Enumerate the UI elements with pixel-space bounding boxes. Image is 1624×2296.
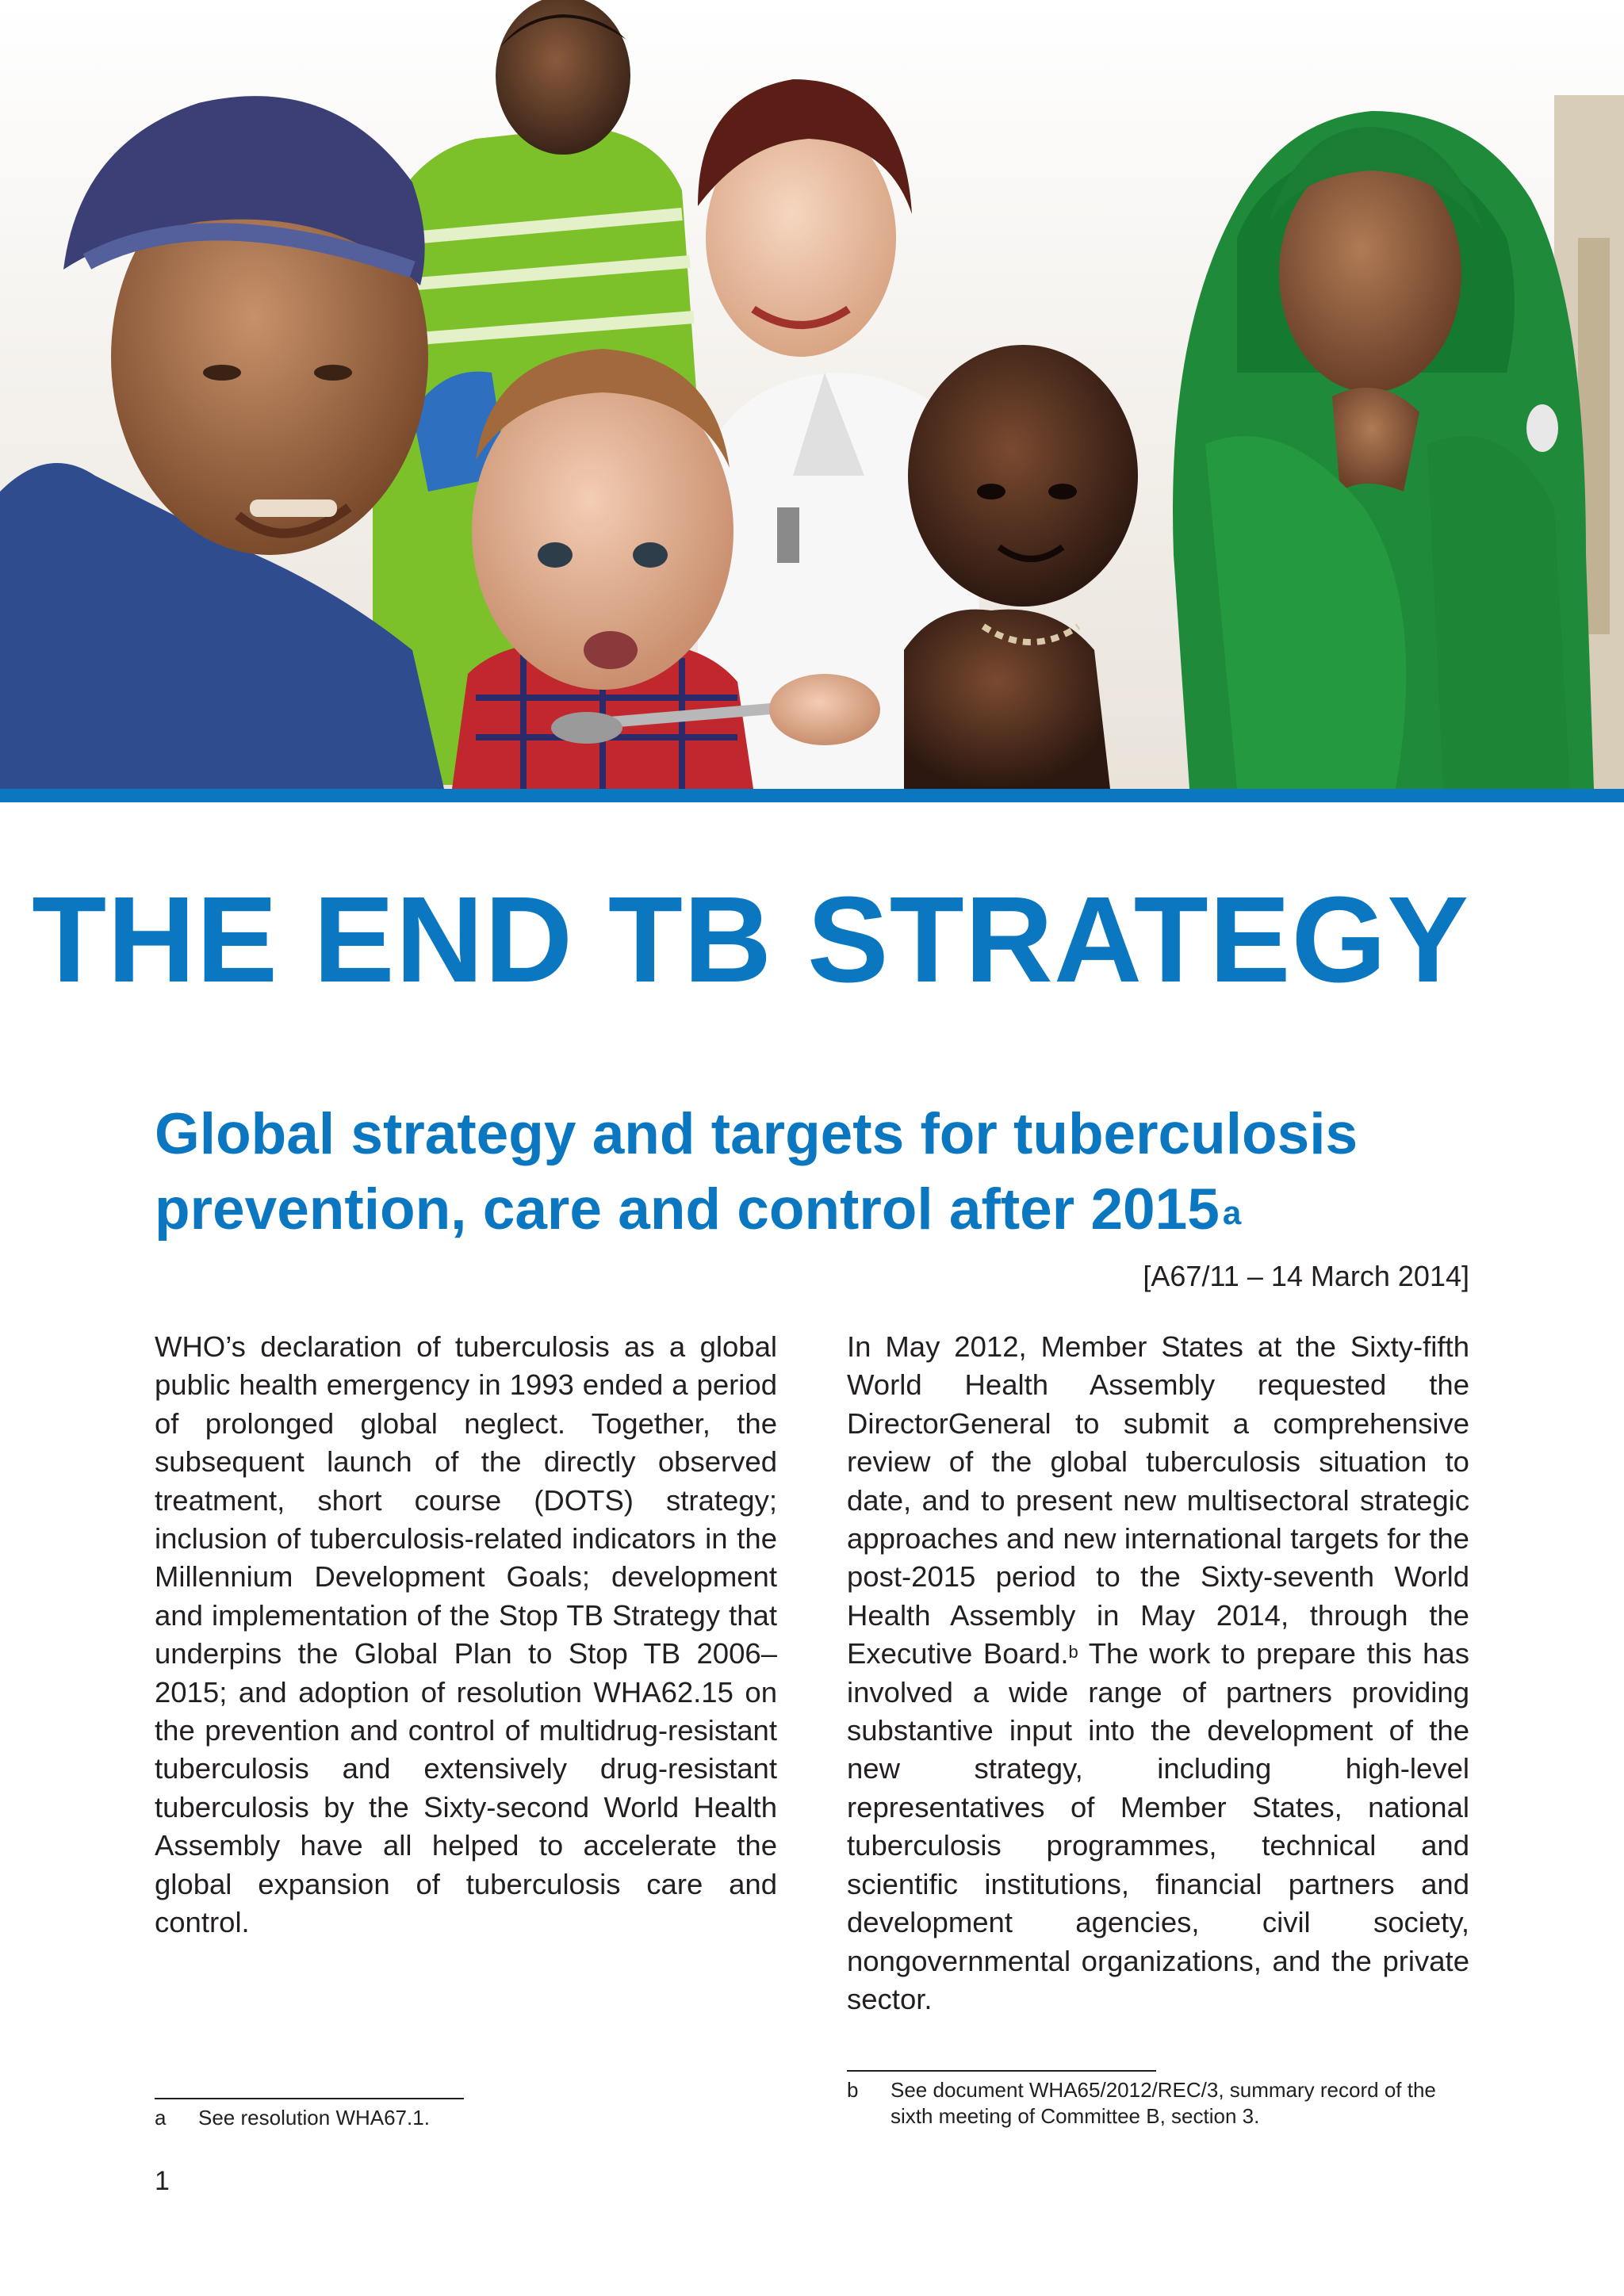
right-paragraph-part2: The work to prepare this has involved a wide range of partners providing substantive input into the development of the new strategy, including high-level representatives of Member States, national tuberculosis programmes, technical and scientific institutions, financial partners and development agencies, civil society, nongovernmental organizations, and the private sector. (847, 1637, 1469, 2015)
document-title: THE END TB STRATEGY (32, 871, 1469, 1008)
footnote-b-line2: sixth meeting of Committee B, section 3. (891, 2104, 1260, 2128)
subtitle-footnote-mark: a (1222, 1194, 1242, 1231)
document-subtitle (155, 1096, 1471, 1247)
footnote-rule-left (155, 2098, 464, 2099)
footnote-a-text: See resolution WHA67.1. (198, 2106, 430, 2130)
footnote-rule-right (847, 2070, 1156, 2072)
footnote-b-mark: b (847, 2078, 859, 2102)
hero-accent-bar (0, 789, 1624, 802)
footnote-b (847, 2077, 1469, 2133)
right-paragraph-footnote-mark: b (1068, 1642, 1078, 1663)
subtitle-text: Global strategy and targets for tuberculosis prevention, care and control after 2015 (155, 1102, 1358, 1242)
page-number: 1 (155, 2166, 170, 2196)
body-left-paragraph: WHO’s declaration of tuberculosis as a global public health emergency in 1993 ended a period of prolonged global neglect. Together, the subsequent launch of the directly observed treatment, short course (DOTS) strategy; inclusion of tuberculosis-related indicators in the Millennium Development Goals; development and implementation of the Stop TB Strategy that underpins the Global Plan to Stop TB 2006–2015; and adoption of resolution WHA62.15 on the prevention and control of multidrug-resistant tuberculosis and extensively drug-resistant tuberculosis by the Sixty-second World Health Assembly have all helped to accelerate the global expansion of tuberculosis care and control. (155, 1330, 777, 1939)
document-reference: [A67/11 – 14 March 2014] (1143, 1260, 1469, 1292)
right-paragraph-part1: In May 2012, Member States at the Sixty-fifth World Health Assembly requested the DirectorGeneral to submit a comprehensive review of the global tuberculosis situation to date, and to present new multisectoral strategic approaches and new international targets for the post-2015 period to the Sixty-seventh World Health Assembly in May 2014, through the Executive Board. (847, 1330, 1469, 1670)
body-right-paragraph (847, 1328, 1469, 2019)
footnote-a-mark: a (155, 2106, 167, 2130)
hero-photo-collage (0, 0, 1624, 789)
footnote-a (155, 2105, 710, 2137)
footnote-b-text (891, 2077, 1436, 2130)
footnote-b-line1: See document WHA65/2012/REC/3, summary record of the (891, 2078, 1436, 2102)
people-collage-illustration (0, 0, 1624, 789)
